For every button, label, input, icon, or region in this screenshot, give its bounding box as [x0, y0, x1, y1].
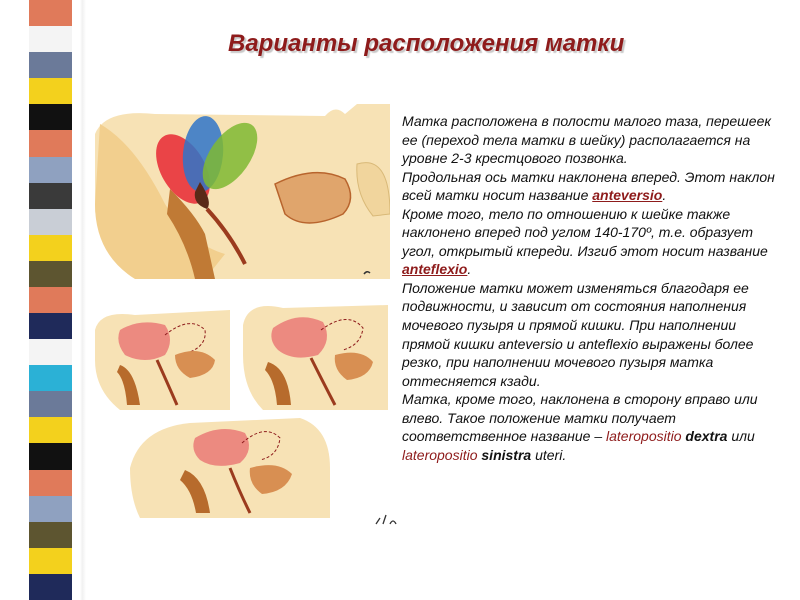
stripe-block	[29, 157, 72, 184]
stripe-block	[29, 183, 72, 210]
uterus-variant-illustration-3	[130, 408, 330, 518]
paragraph-location: Матка расположена в полости малого таза, перешеек ее (переход тела матки в шейку) располагается на уровне 2-3 крестцового позвонка.	[402, 113, 771, 167]
stripe-block	[29, 52, 72, 79]
stripe-block	[29, 130, 72, 157]
stripe-block	[29, 104, 72, 131]
stripe-block	[29, 470, 72, 497]
body-text	[402, 112, 780, 464]
stripe-block	[29, 26, 72, 53]
uterus-variant-illustration-1	[95, 310, 230, 410]
stripe-block	[29, 365, 72, 392]
term-lateropositio-dextra: lateropositio	[606, 428, 682, 445]
term-anteflexio: anteflexio	[402, 261, 468, 278]
stripe-block	[29, 548, 72, 575]
term-anteversio: anteversio	[592, 187, 663, 204]
stripe-block	[29, 574, 72, 600]
stripe-block	[29, 522, 72, 549]
small-mark	[362, 268, 372, 278]
stripe-block	[29, 496, 72, 523]
bladder	[275, 173, 351, 223]
paragraph-lateropositio: Матка, кроме того, наклонена в сторону вправо или влево. Такое положение матки получает соответственное название – lateropositio dextra или lateropositio sinistra uteri.	[402, 391, 758, 463]
stripe-block	[29, 209, 72, 236]
stripe-block	[29, 235, 72, 262]
stripe-shadow	[80, 0, 86, 600]
stripe-block	[29, 287, 72, 314]
uterus-variant-illustration-2	[243, 300, 388, 410]
stripe-block	[29, 313, 72, 340]
stripe-block	[29, 391, 72, 418]
small-mark	[374, 512, 398, 526]
stripe-block	[29, 339, 72, 366]
stripe-block	[29, 78, 72, 105]
stripe-block	[29, 261, 72, 288]
stripe-block	[29, 417, 72, 444]
paragraph-anteflexio: Кроме того, тело по отношению к шейке также наклонено вперед под углом 140-170º, т.е. образует угол, открытый кпереди. Изгиб этот носит название anteflexio.	[402, 205, 768, 278]
paragraph-anteversio: Продольная ось матки наклонена вперед. Этот наклон всей матки носит название anteversio.	[402, 168, 775, 204]
uterus-positions-illustration	[95, 104, 390, 279]
paragraph-mobility: Положение матки может изменяться благодаря ее подвижности, и зависит от состояния наполнения мочевого пузыря и прямой кишки. При наполнении прямой кишки anteversio и anteflexio выражены более резко, при наполнении мочевого пузыря матка оттесняется кзади.	[402, 279, 754, 389]
decorative-stripe	[29, 0, 72, 600]
term-lateropositio-sinistra: lateropositio	[402, 446, 478, 463]
uterus	[118, 322, 170, 360]
stripe-block	[29, 0, 72, 27]
stripe-block	[29, 443, 72, 470]
slide-title: Варианты расположения матки	[228, 30, 625, 57]
uterus	[193, 429, 249, 466]
